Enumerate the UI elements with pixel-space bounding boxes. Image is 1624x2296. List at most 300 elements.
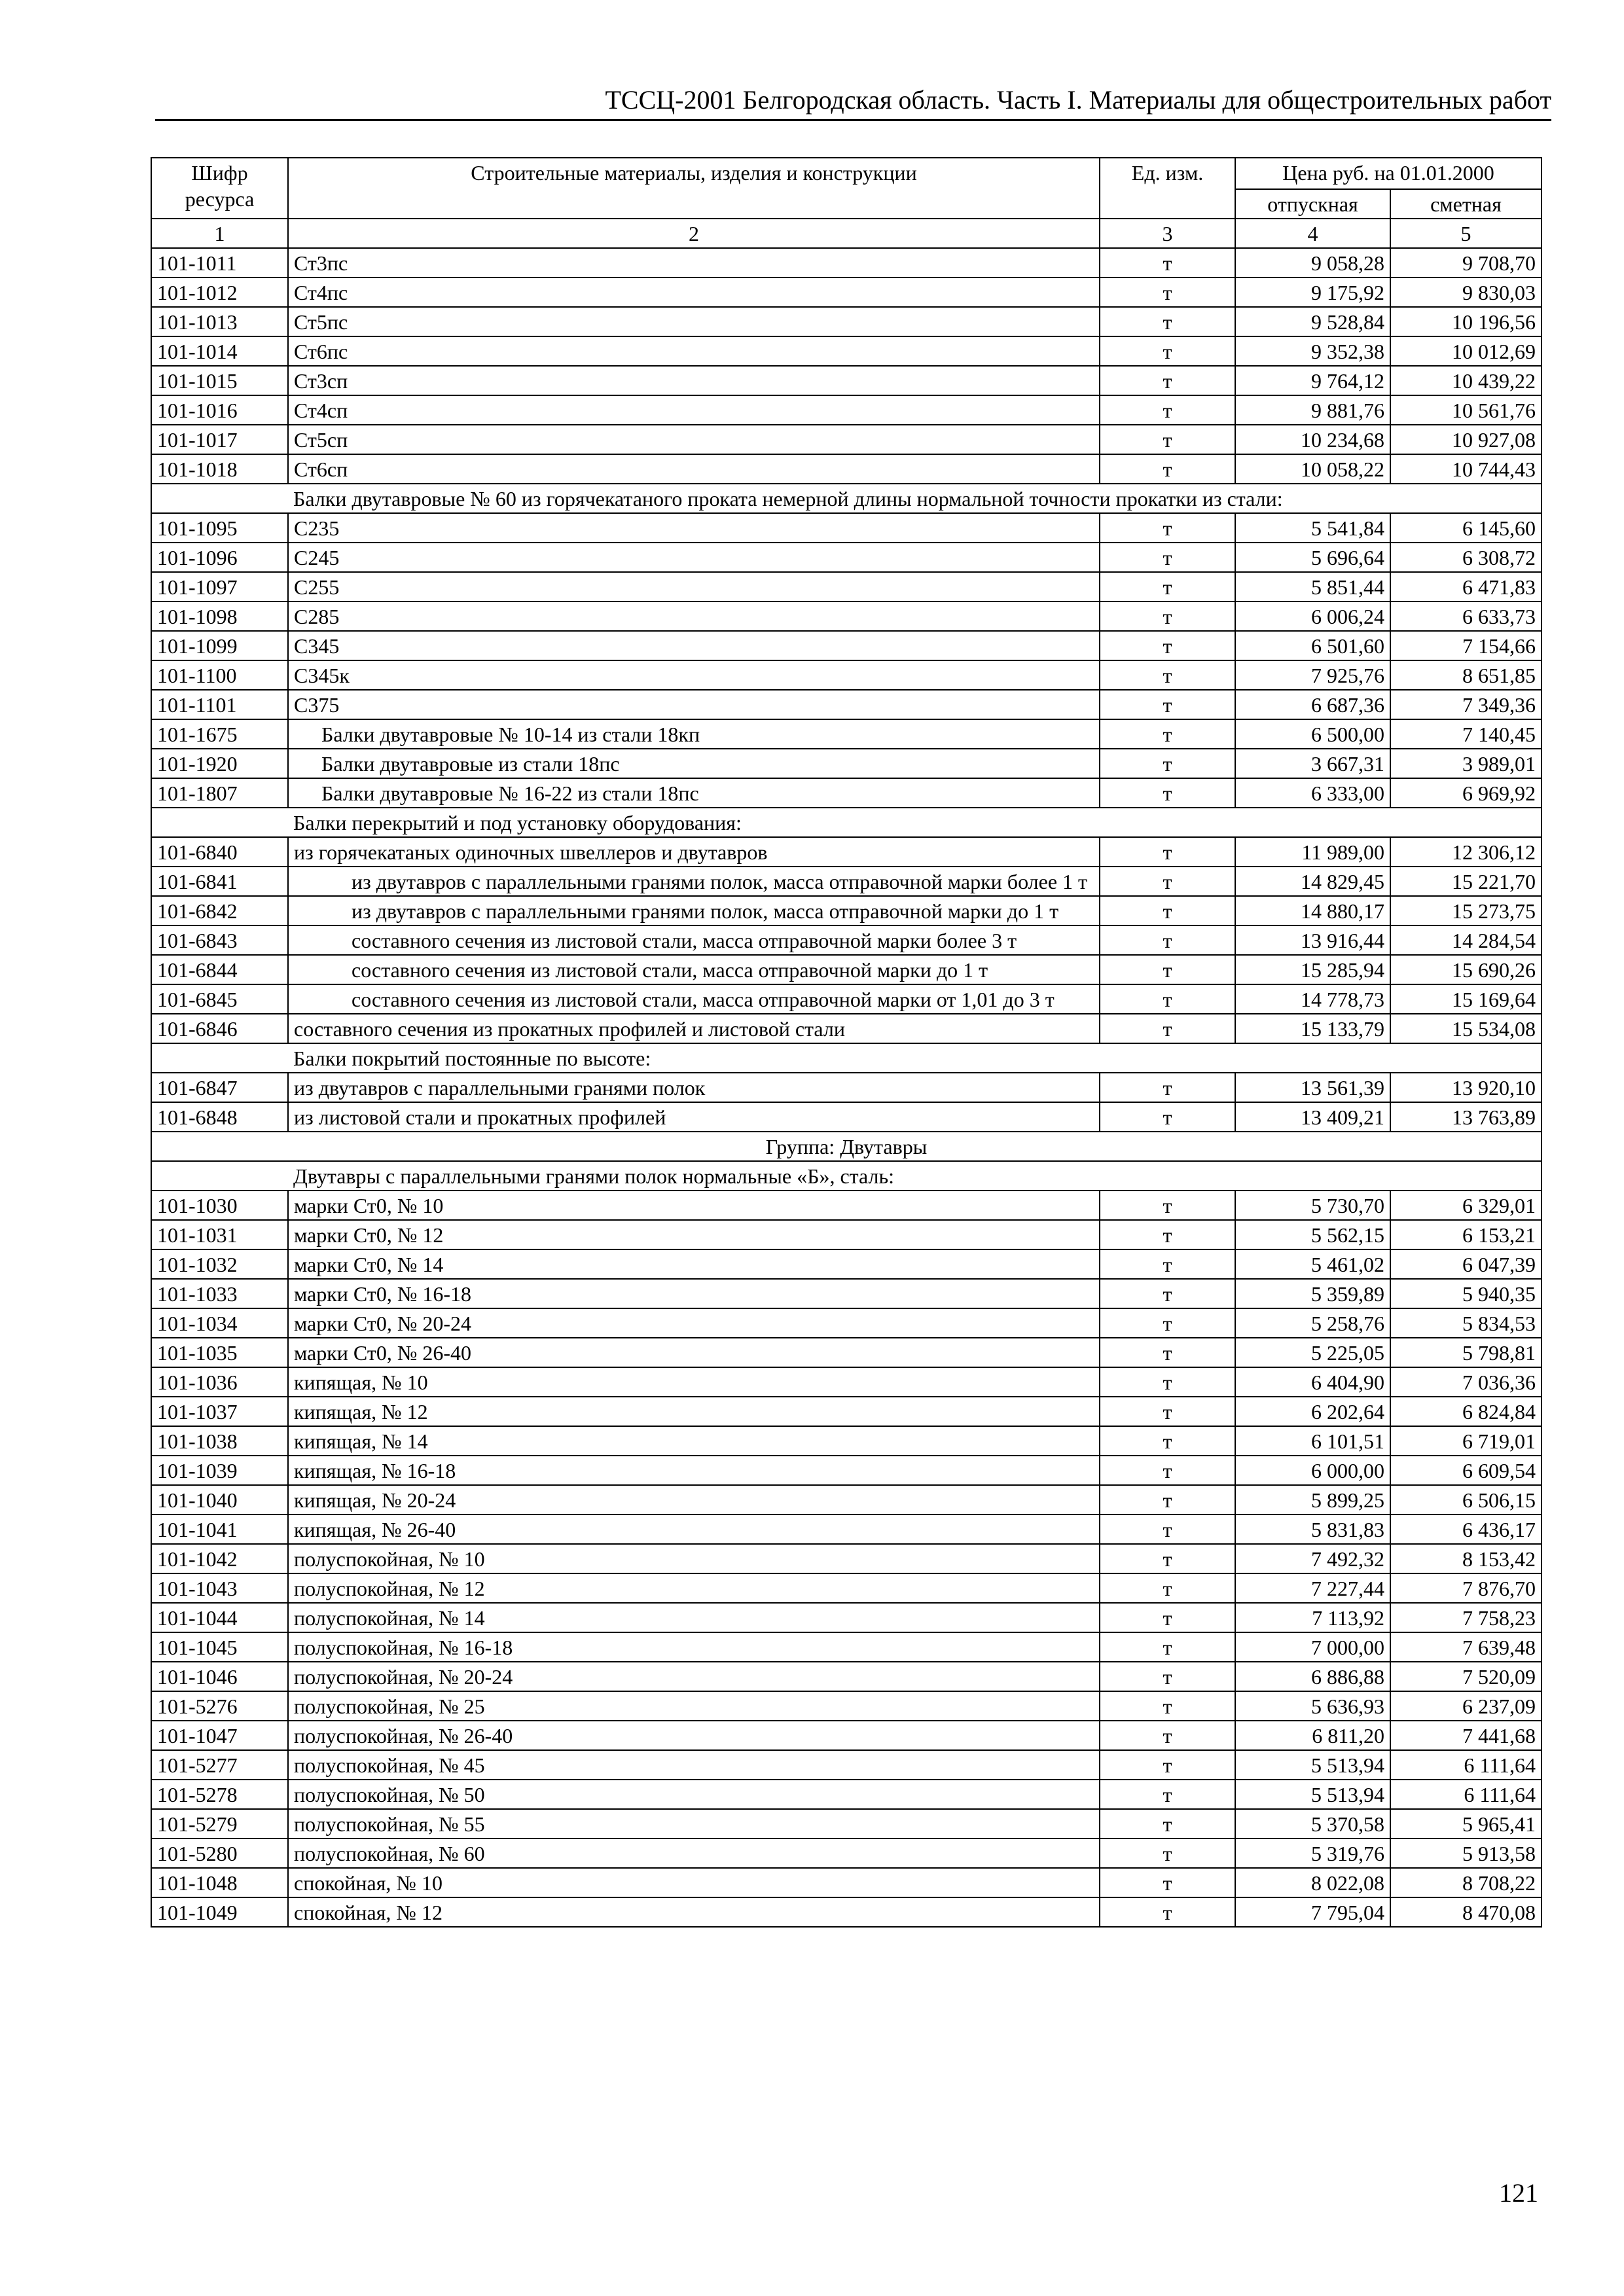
- cell-unit: т: [1100, 984, 1235, 1014]
- cell-release-price: 5 258,76: [1235, 1308, 1390, 1338]
- section-row: [151, 484, 1542, 513]
- table-row: [151, 1809, 1542, 1839]
- cell-estimate-price: 9 708,70: [1390, 248, 1542, 278]
- cell-unit: т: [1100, 1102, 1235, 1132]
- table-row: [151, 660, 1542, 690]
- cell-code: 101-1042: [151, 1544, 288, 1573]
- cell-release-price: 7 113,92: [1235, 1603, 1390, 1632]
- cell-unit: т: [1100, 1073, 1235, 1102]
- cell-name: составного сечения из листовой стали, масса отправочной марки до 1 т: [288, 955, 1100, 984]
- cell-unit: т: [1100, 1014, 1235, 1043]
- cell-release-price: 5 370,58: [1235, 1809, 1390, 1839]
- table-row: [151, 1279, 1542, 1308]
- cell-code: 101-1101: [151, 690, 288, 719]
- cell-unit: т: [1100, 1750, 1235, 1780]
- cell-estimate-price: 15 690,26: [1390, 955, 1542, 984]
- cell-name: С345к: [288, 660, 1100, 690]
- cell-name: из двутавров с параллельными гранями полок, масса отправочной марки до 1 т: [288, 896, 1100, 925]
- cell-name: Ст3пс: [288, 248, 1100, 278]
- cell-estimate-price: 10 012,69: [1390, 336, 1542, 366]
- cell-release-price: 7 000,00: [1235, 1632, 1390, 1662]
- table-row: [151, 1367, 1542, 1397]
- cell-name: полуспокойная, № 55: [288, 1809, 1100, 1839]
- cell-unit: т: [1100, 925, 1235, 955]
- cell-code: 101-1043: [151, 1573, 288, 1603]
- cell-code: 101-1016: [151, 395, 288, 425]
- cell-release-price: 6 687,36: [1235, 690, 1390, 719]
- cell-estimate-price: 6 506,15: [1390, 1485, 1542, 1515]
- cell-name: полуспокойная, № 50: [288, 1780, 1100, 1809]
- cell-estimate-price: 6 308,72: [1390, 543, 1542, 572]
- cell-unit: т: [1100, 1603, 1235, 1632]
- table-row: [151, 896, 1542, 925]
- cell-unit: т: [1100, 778, 1235, 808]
- cell-unit: т: [1100, 1397, 1235, 1426]
- cell-estimate-price: 6 719,01: [1390, 1426, 1542, 1456]
- cell-name: марки Ст0, № 16-18: [288, 1279, 1100, 1308]
- cell-name: спокойная, № 12: [288, 1897, 1100, 1927]
- cell-code: 101-1033: [151, 1279, 288, 1308]
- cell-estimate-price: 8 153,42: [1390, 1544, 1542, 1573]
- cell-name: Балки двутавровые № 16-22 из стали 18пс: [288, 778, 1100, 808]
- cell-code: 101-1097: [151, 572, 288, 601]
- table-row: [151, 572, 1542, 601]
- cell-estimate-price: 9 830,03: [1390, 278, 1542, 307]
- section-heading: Балки покрытий постоянные по высоте:: [288, 1043, 1542, 1073]
- col-index: 1: [151, 219, 288, 248]
- cell-unit: т: [1100, 425, 1235, 454]
- cell-unit: т: [1100, 1809, 1235, 1839]
- cell-unit: т: [1100, 631, 1235, 660]
- cell-release-price: 5 696,64: [1235, 543, 1390, 572]
- cell-release-price: 10 058,22: [1235, 454, 1390, 484]
- cell-unit: т: [1100, 1515, 1235, 1544]
- cell-name: С255: [288, 572, 1100, 601]
- cell-code: 101-1040: [151, 1485, 288, 1515]
- section-row: [151, 1161, 1542, 1191]
- cell-unit: т: [1100, 1839, 1235, 1868]
- cell-code: 101-1038: [151, 1426, 288, 1456]
- cell-code: 101-6846: [151, 1014, 288, 1043]
- cell-unit: т: [1100, 1249, 1235, 1279]
- cell-name: составного сечения из прокатных профилей и листовой стали: [288, 1014, 1100, 1043]
- section-heading: Балки двутавровые № 60 из горячекатаного проката немерной длины нормальной точности прокатки из стали:: [288, 484, 1542, 513]
- table-body: [151, 248, 1542, 1927]
- cell-unit: т: [1100, 955, 1235, 984]
- cell-name: полуспокойная, № 25: [288, 1691, 1100, 1721]
- cell-release-price: 6 404,90: [1235, 1367, 1390, 1397]
- table-row: [151, 837, 1542, 867]
- table-row: [151, 1750, 1542, 1780]
- cell-estimate-price: 12 306,12: [1390, 837, 1542, 867]
- cell-estimate-price: 10 561,76: [1390, 395, 1542, 425]
- cell-estimate-price: 13 920,10: [1390, 1073, 1542, 1102]
- cell-estimate-price: 15 169,64: [1390, 984, 1542, 1014]
- table-row: [151, 307, 1542, 336]
- cell-release-price: 6 101,51: [1235, 1426, 1390, 1456]
- cell-estimate-price: 8 651,85: [1390, 660, 1542, 690]
- cell-code: 101-1045: [151, 1632, 288, 1662]
- cell-name: Ст6пс: [288, 336, 1100, 366]
- cell-release-price: 5 461,02: [1235, 1249, 1390, 1279]
- cell-name: Ст3сп: [288, 366, 1100, 395]
- page-number: 121: [1499, 2178, 1538, 2208]
- cell-name: С375: [288, 690, 1100, 719]
- table-row: [151, 248, 1542, 278]
- cell-name: марки Ст0, № 20-24: [288, 1308, 1100, 1338]
- cell-unit: т: [1100, 1897, 1235, 1927]
- col-index: 3: [1100, 219, 1235, 248]
- cell-name: кипящая, № 14: [288, 1426, 1100, 1456]
- cell-release-price: 5 562,15: [1235, 1220, 1390, 1249]
- cell-release-price: 6 000,00: [1235, 1456, 1390, 1485]
- cell-unit: т: [1100, 896, 1235, 925]
- cell-name: марки Ст0, № 26-40: [288, 1338, 1100, 1367]
- cell-release-price: 5 831,83: [1235, 1515, 1390, 1544]
- table-row: [151, 1839, 1542, 1868]
- cell-name: полуспокойная, № 45: [288, 1750, 1100, 1780]
- cell-unit: т: [1100, 1544, 1235, 1573]
- section-heading: Двутавры с параллельными гранями полок нормальные «Б», сталь:: [288, 1161, 1542, 1191]
- cell-code: 101-1015: [151, 366, 288, 395]
- cell-estimate-price: 5 798,81: [1390, 1338, 1542, 1367]
- cell-estimate-price: 15 221,70: [1390, 867, 1542, 896]
- cell-estimate-price: 6 969,92: [1390, 778, 1542, 808]
- cell-unit: т: [1100, 1485, 1235, 1515]
- cell-code: 101-1098: [151, 601, 288, 631]
- table-row: [151, 1662, 1542, 1691]
- cell-code: 101-6844: [151, 955, 288, 984]
- cell-name: составного сечения из листовой стали, масса отправочной марки от 1,01 до 3 т: [288, 984, 1100, 1014]
- cell-code: 101-1034: [151, 1308, 288, 1338]
- cell-code: 101-1039: [151, 1456, 288, 1485]
- table-row: [151, 1721, 1542, 1750]
- cell-code: 101-1012: [151, 278, 288, 307]
- cell-unit: т: [1100, 395, 1235, 425]
- cell-estimate-price: 6 633,73: [1390, 601, 1542, 631]
- cell-estimate-price: 5 834,53: [1390, 1308, 1542, 1338]
- cell-name: С345: [288, 631, 1100, 660]
- cell-estimate-price: 8 708,22: [1390, 1868, 1542, 1897]
- cell-estimate-price: 6 111,64: [1390, 1780, 1542, 1809]
- cell-name: кипящая, № 10: [288, 1367, 1100, 1397]
- col-header-release: отпускная: [1235, 189, 1390, 219]
- cell-estimate-price: 6 047,39: [1390, 1249, 1542, 1279]
- cell-release-price: 7 227,44: [1235, 1573, 1390, 1603]
- cell-release-price: 5 359,89: [1235, 1279, 1390, 1308]
- cell-release-price: 9 881,76: [1235, 395, 1390, 425]
- cell-code: 101-1031: [151, 1220, 288, 1249]
- cell-name: Ст5сп: [288, 425, 1100, 454]
- cell-estimate-price: 7 758,23: [1390, 1603, 1542, 1632]
- cell-release-price: 5 851,44: [1235, 572, 1390, 601]
- table-row: [151, 1603, 1542, 1632]
- col-index: 5: [1390, 219, 1542, 248]
- cell-release-price: 14 829,45: [1235, 867, 1390, 896]
- cell-estimate-price: 6 471,83: [1390, 572, 1542, 601]
- table-row: [151, 278, 1542, 307]
- header-title: ТССЦ-2001 Белгородская область. Часть I. Материалы для общестроительных работ: [605, 85, 1551, 115]
- cell-code: 101-5278: [151, 1780, 288, 1809]
- cell-code: 101-1044: [151, 1603, 288, 1632]
- table-row: [151, 1544, 1542, 1573]
- cell-code: 101-6845: [151, 984, 288, 1014]
- cell-name: из двутавров с параллельными гранями полок: [288, 1073, 1100, 1102]
- table-row: [151, 513, 1542, 543]
- cell-estimate-price: 6 237,09: [1390, 1691, 1542, 1721]
- cell-estimate-price: 13 763,89: [1390, 1102, 1542, 1132]
- cell-unit: т: [1100, 1721, 1235, 1750]
- cell-estimate-price: 6 153,21: [1390, 1220, 1542, 1249]
- cell-unit: т: [1100, 601, 1235, 631]
- section-spacer: [151, 808, 288, 837]
- cell-release-price: 9 528,84: [1235, 307, 1390, 336]
- table-row: [151, 1191, 1542, 1220]
- table-row: [151, 1426, 1542, 1456]
- group-heading: Группа: Двутавры: [151, 1132, 1542, 1161]
- cell-estimate-price: 7 349,36: [1390, 690, 1542, 719]
- cell-estimate-price: 14 284,54: [1390, 925, 1542, 955]
- cell-unit: т: [1100, 660, 1235, 690]
- cell-unit: т: [1100, 1191, 1235, 1220]
- cell-release-price: 5 513,94: [1235, 1780, 1390, 1809]
- cell-estimate-price: 6 824,84: [1390, 1397, 1542, 1426]
- cell-code: 101-1920: [151, 749, 288, 778]
- cell-unit: т: [1100, 1780, 1235, 1809]
- cell-unit: т: [1100, 1338, 1235, 1367]
- section-spacer: [151, 1043, 288, 1073]
- cell-name: кипящая, № 26-40: [288, 1515, 1100, 1544]
- cell-code: 101-1100: [151, 660, 288, 690]
- cell-code: 101-1675: [151, 719, 288, 749]
- table-row: [151, 1780, 1542, 1809]
- table-row: [151, 955, 1542, 984]
- table-row: [151, 631, 1542, 660]
- col-header-estimate: сметная: [1390, 189, 1542, 219]
- cell-release-price: 6 006,24: [1235, 601, 1390, 631]
- cell-estimate-price: 7 140,45: [1390, 719, 1542, 749]
- cell-unit: т: [1100, 513, 1235, 543]
- cell-code: 101-1032: [151, 1249, 288, 1279]
- col-index: 4: [1235, 219, 1390, 248]
- cell-estimate-price: 6 329,01: [1390, 1191, 1542, 1220]
- col-header-name: Строительные материалы, изделия и конструкции: [288, 158, 1100, 219]
- cell-release-price: 9 764,12: [1235, 366, 1390, 395]
- cell-code: 101-1018: [151, 454, 288, 484]
- table-row: [151, 778, 1542, 808]
- cell-unit: т: [1100, 1367, 1235, 1397]
- cell-unit: т: [1100, 248, 1235, 278]
- cell-release-price: 9 175,92: [1235, 278, 1390, 307]
- cell-code: 101-1047: [151, 1721, 288, 1750]
- table-row: [151, 749, 1542, 778]
- table-row: [151, 543, 1542, 572]
- cell-estimate-price: 5 913,58: [1390, 1839, 1542, 1868]
- cell-name: Балки двутавровые № 10-14 из стали 18кп: [288, 719, 1100, 749]
- cell-estimate-price: 7 876,70: [1390, 1573, 1542, 1603]
- cell-estimate-price: 5 965,41: [1390, 1809, 1542, 1839]
- cell-estimate-price: 6 609,54: [1390, 1456, 1542, 1485]
- table-header: [151, 158, 1542, 248]
- cell-unit: т: [1100, 1426, 1235, 1456]
- cell-unit: т: [1100, 1573, 1235, 1603]
- running-header: [155, 80, 1551, 121]
- cell-estimate-price: 10 196,56: [1390, 307, 1542, 336]
- cell-name: Балки двутавровые из стали 18пс: [288, 749, 1100, 778]
- table-row: [151, 1897, 1542, 1927]
- table-row: [151, 867, 1542, 896]
- cell-code: 101-1014: [151, 336, 288, 366]
- cell-estimate-price: 5 940,35: [1390, 1279, 1542, 1308]
- table-row: [151, 690, 1542, 719]
- price-table: [151, 157, 1542, 1928]
- col-header-code: Шифр ресурса: [151, 158, 288, 219]
- cell-release-price: 5 541,84: [1235, 513, 1390, 543]
- cell-unit: т: [1100, 1868, 1235, 1897]
- cell-code: 101-6848: [151, 1102, 288, 1132]
- cell-name: кипящая, № 12: [288, 1397, 1100, 1426]
- table-row: [151, 395, 1542, 425]
- cell-code: 101-1041: [151, 1515, 288, 1544]
- cell-unit: т: [1100, 454, 1235, 484]
- table-row: [151, 984, 1542, 1014]
- cell-unit: т: [1100, 867, 1235, 896]
- cell-unit: т: [1100, 572, 1235, 601]
- cell-name: марки Ст0, № 12: [288, 1220, 1100, 1249]
- cell-release-price: 6 811,20: [1235, 1721, 1390, 1750]
- cell-estimate-price: 15 273,75: [1390, 896, 1542, 925]
- table-row: [151, 1073, 1542, 1102]
- cell-release-price: 5 319,76: [1235, 1839, 1390, 1868]
- col-header-unit: Ед. изм.: [1100, 158, 1235, 219]
- table-row: [151, 925, 1542, 955]
- cell-name: из горячекатаных одиночных швеллеров и двутавров: [288, 837, 1100, 867]
- cell-name: полуспокойная, № 26-40: [288, 1721, 1100, 1750]
- col-header-price: Цена руб. на 01.01.2000: [1235, 158, 1542, 189]
- cell-name: полуспокойная, № 16-18: [288, 1632, 1100, 1662]
- cell-unit: т: [1100, 278, 1235, 307]
- cell-name: марки Ст0, № 14: [288, 1249, 1100, 1279]
- cell-release-price: 5 225,05: [1235, 1338, 1390, 1367]
- cell-code: 101-1048: [151, 1868, 288, 1897]
- cell-estimate-price: 7 036,36: [1390, 1367, 1542, 1397]
- cell-estimate-price: 7 639,48: [1390, 1632, 1542, 1662]
- cell-name: полуспокойная, № 20-24: [288, 1662, 1100, 1691]
- cell-code: 101-1017: [151, 425, 288, 454]
- group-row: [151, 1132, 1542, 1161]
- cell-estimate-price: 7 441,68: [1390, 1721, 1542, 1750]
- cell-code: 101-1035: [151, 1338, 288, 1367]
- table-row: [151, 601, 1542, 631]
- cell-release-price: 14 778,73: [1235, 984, 1390, 1014]
- cell-unit: т: [1100, 1662, 1235, 1691]
- cell-code: 101-6840: [151, 837, 288, 867]
- cell-release-price: 6 500,00: [1235, 719, 1390, 749]
- cell-name: полуспокойная, № 10: [288, 1544, 1100, 1573]
- cell-release-price: 7 925,76: [1235, 660, 1390, 690]
- section-row: [151, 1043, 1542, 1073]
- cell-unit: т: [1100, 837, 1235, 867]
- section-spacer: [151, 1161, 288, 1191]
- cell-code: 101-6841: [151, 867, 288, 896]
- cell-release-price: 15 285,94: [1235, 955, 1390, 984]
- cell-release-price: 7 492,32: [1235, 1544, 1390, 1573]
- cell-release-price: 5 899,25: [1235, 1485, 1390, 1515]
- cell-unit: т: [1100, 336, 1235, 366]
- cell-code: 101-6843: [151, 925, 288, 955]
- cell-name: спокойная, № 10: [288, 1868, 1100, 1897]
- table-row: [151, 1102, 1542, 1132]
- cell-name: составного сечения из листовой стали, масса отправочной марки более 3 т: [288, 925, 1100, 955]
- cell-estimate-price: 6 111,64: [1390, 1750, 1542, 1780]
- cell-code: 101-1096: [151, 543, 288, 572]
- table-row: [151, 336, 1542, 366]
- cell-name: марки Ст0, № 10: [288, 1191, 1100, 1220]
- table-row: [151, 1515, 1542, 1544]
- cell-release-price: 9 058,28: [1235, 248, 1390, 278]
- cell-name: полуспокойная, № 60: [288, 1839, 1100, 1868]
- cell-code: 101-5279: [151, 1809, 288, 1839]
- cell-unit: т: [1100, 1308, 1235, 1338]
- cell-estimate-price: 3 989,01: [1390, 749, 1542, 778]
- cell-unit: т: [1100, 366, 1235, 395]
- cell-estimate-price: 8 470,08: [1390, 1897, 1542, 1927]
- table-row: [151, 1249, 1542, 1279]
- cell-code: 101-5280: [151, 1839, 288, 1868]
- cell-estimate-price: 7 154,66: [1390, 631, 1542, 660]
- cell-release-price: 13 561,39: [1235, 1073, 1390, 1102]
- cell-release-price: 7 795,04: [1235, 1897, 1390, 1927]
- section-spacer: [151, 484, 288, 513]
- cell-release-price: 6 886,88: [1235, 1662, 1390, 1691]
- cell-name: из двутавров с параллельными гранями полок, масса отправочной марки более 1 т: [288, 867, 1100, 896]
- cell-estimate-price: 7 520,09: [1390, 1662, 1542, 1691]
- cell-release-price: 6 501,60: [1235, 631, 1390, 660]
- cell-unit: т: [1100, 1456, 1235, 1485]
- cell-name: С235: [288, 513, 1100, 543]
- table-row: [151, 1014, 1542, 1043]
- table-row: [151, 1632, 1542, 1662]
- cell-code: 101-1807: [151, 778, 288, 808]
- cell-unit: т: [1100, 749, 1235, 778]
- cell-unit: т: [1100, 1691, 1235, 1721]
- cell-code: 101-6847: [151, 1073, 288, 1102]
- cell-name: С285: [288, 601, 1100, 631]
- cell-name: из листовой стали и прокатных профилей: [288, 1102, 1100, 1132]
- cell-release-price: 9 352,38: [1235, 336, 1390, 366]
- table-row: [151, 1485, 1542, 1515]
- cell-estimate-price: 15 534,08: [1390, 1014, 1542, 1043]
- cell-code: 101-1049: [151, 1897, 288, 1927]
- cell-code: 101-6842: [151, 896, 288, 925]
- section-heading: Балки перекрытий и под установку оборудования:: [288, 808, 1542, 837]
- cell-estimate-price: 6 436,17: [1390, 1515, 1542, 1544]
- cell-release-price: 13 409,21: [1235, 1102, 1390, 1132]
- cell-release-price: 5 636,93: [1235, 1691, 1390, 1721]
- col-index: 2: [288, 219, 1100, 248]
- cell-unit: т: [1100, 1632, 1235, 1662]
- cell-release-price: 10 234,68: [1235, 425, 1390, 454]
- cell-name: кипящая, № 20-24: [288, 1485, 1100, 1515]
- cell-estimate-price: 10 439,22: [1390, 366, 1542, 395]
- cell-code: 101-1011: [151, 248, 288, 278]
- table-row: [151, 719, 1542, 749]
- cell-release-price: 6 333,00: [1235, 778, 1390, 808]
- cell-estimate-price: 10 927,08: [1390, 425, 1542, 454]
- cell-name: С245: [288, 543, 1100, 572]
- cell-unit: т: [1100, 690, 1235, 719]
- cell-name: Ст5пс: [288, 307, 1100, 336]
